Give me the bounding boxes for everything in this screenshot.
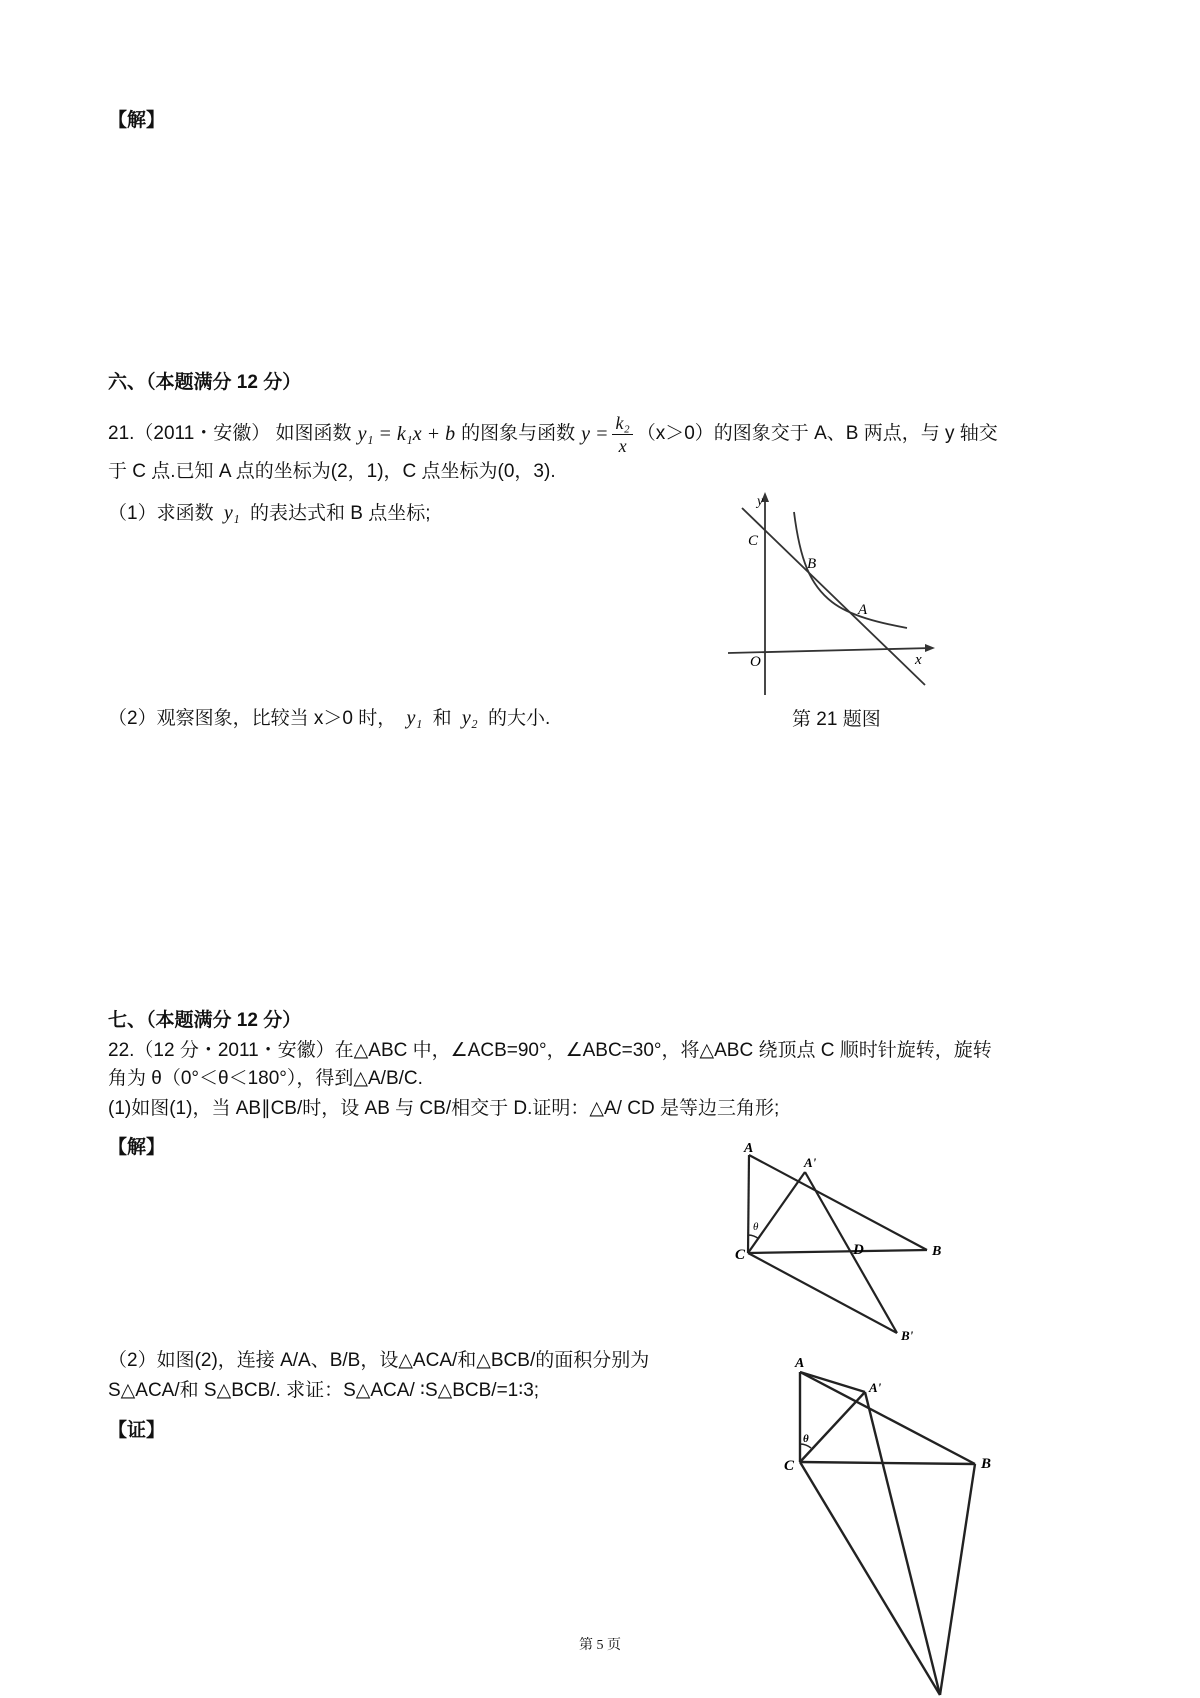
page-number: 第 5 页 [579,1638,621,1653]
q22-figure-1 [725,1135,965,1350]
q21-figure [720,490,950,710]
q21-eq1: y₁ = k₁x + b [357,423,456,445]
q21-part2-y1: y₁ [406,707,423,729]
fig1-label-b: B [932,1244,942,1259]
q22-line1: 22.（12 分・2011・安徽）在△ABC 中，∠ACB=90°，∠ABC=30°，将△ABC 绕顶点 C 顺时针旋转，旋转 [108,1040,992,1061]
q21-eq2-left: y = [581,423,609,445]
segment-cb [800,1462,975,1464]
q21-condition: （x＞0）的图象交于 A、B 两点，与 y 轴交 [636,423,998,444]
fig2-label-a: A [795,1356,805,1371]
q21-part1 [108,500,431,527]
label-b: B [807,556,817,572]
segment-ca-prime [748,1172,805,1253]
theta-arc [748,1235,759,1239]
label-c: C [748,533,759,549]
fig1-label-b-prime: B' [901,1328,914,1343]
q22-proof-label: 【证】 [108,1420,166,1441]
q21-part2 [108,705,550,732]
q21-part2-y2: y₂ [461,707,478,729]
section-6-title: 六、（本题满分 12 分） [108,372,302,393]
x-axis-arrow [925,644,935,652]
q21-line2: 于 C 点.已知 A 点的坐标为(2，1)，C 点坐标为(0，3). [108,461,556,482]
q22-part2-line1: （2）如图(2)，连接 A/A、B/B，设△ACA/和△BCB/的面积分别为 [108,1350,650,1371]
label-o: O [750,654,761,670]
segment-cb [748,1250,927,1253]
q21-part2-text-b: 的大小. [488,708,551,729]
q21-eq2-numerator: k₂ [612,412,632,435]
q21-eq2-denominator: x [618,435,627,456]
label-a: A [858,602,868,618]
segment-ab [800,1372,975,1464]
q22-line3: (1)如图(1)，当 AB∥CB/时，设 AB 与 CB/相交于 D.证明：△A/ CD 是等边三角形; [108,1098,780,1119]
fig2-label-c: C [784,1458,795,1474]
fig2-label-a-prime: A' [869,1380,882,1395]
fig1-label-d: D [853,1242,864,1258]
line-y1 [742,508,925,685]
x-axis [728,648,932,653]
segment-cb-prime [800,1462,940,1695]
fig1-label-theta: θ [753,1221,759,1233]
fig2-label-b: B [981,1456,992,1472]
q21-part1-var: y₁ [223,502,240,524]
q22-answer-label: 【解】 [108,1137,166,1158]
section-7-title: 七、（本题满分 12 分） [108,1010,302,1031]
fig1-label-a: A [744,1141,754,1156]
q21-part2-and: 和 [432,708,452,729]
q21-part2-text-a: （2）观察图象，比较当 x＞0 时， [108,708,397,729]
q21-figure-caption: 第 21 题图 [792,709,881,730]
segment-ab [749,1155,927,1250]
fig1-label-c: C [735,1247,746,1263]
q22-part2-line2: S△ACA/和 S△BCB/. 求证：S△ACA/ ∶S△BCB/=1∶3; [108,1380,540,1401]
label-x: x [915,652,922,668]
q21-part1-text-b: 的表达式和 B 点坐标; [249,503,431,524]
segment-ac [748,1155,749,1253]
segment-bb-prime [940,1464,975,1695]
q21-line1 [108,410,998,458]
q21-mid: 的图象与函数 [461,423,576,444]
q21-eq2-fraction [612,412,632,457]
q22-line2: 角为 θ（0°＜θ＜180°），得到△A/B/C. [108,1068,423,1089]
answer-label-top: 【解】 [108,110,166,131]
segment-ca-prime [800,1392,865,1462]
label-y: y [757,494,764,509]
fig2-label-theta: θ [803,1433,809,1445]
q21-part1-text-a: （1）求函数 [108,503,214,524]
q21-prefix: 21.（2011・安徽） 如图函数 [108,423,352,444]
fig1-label-a-prime: A' [804,1155,817,1170]
